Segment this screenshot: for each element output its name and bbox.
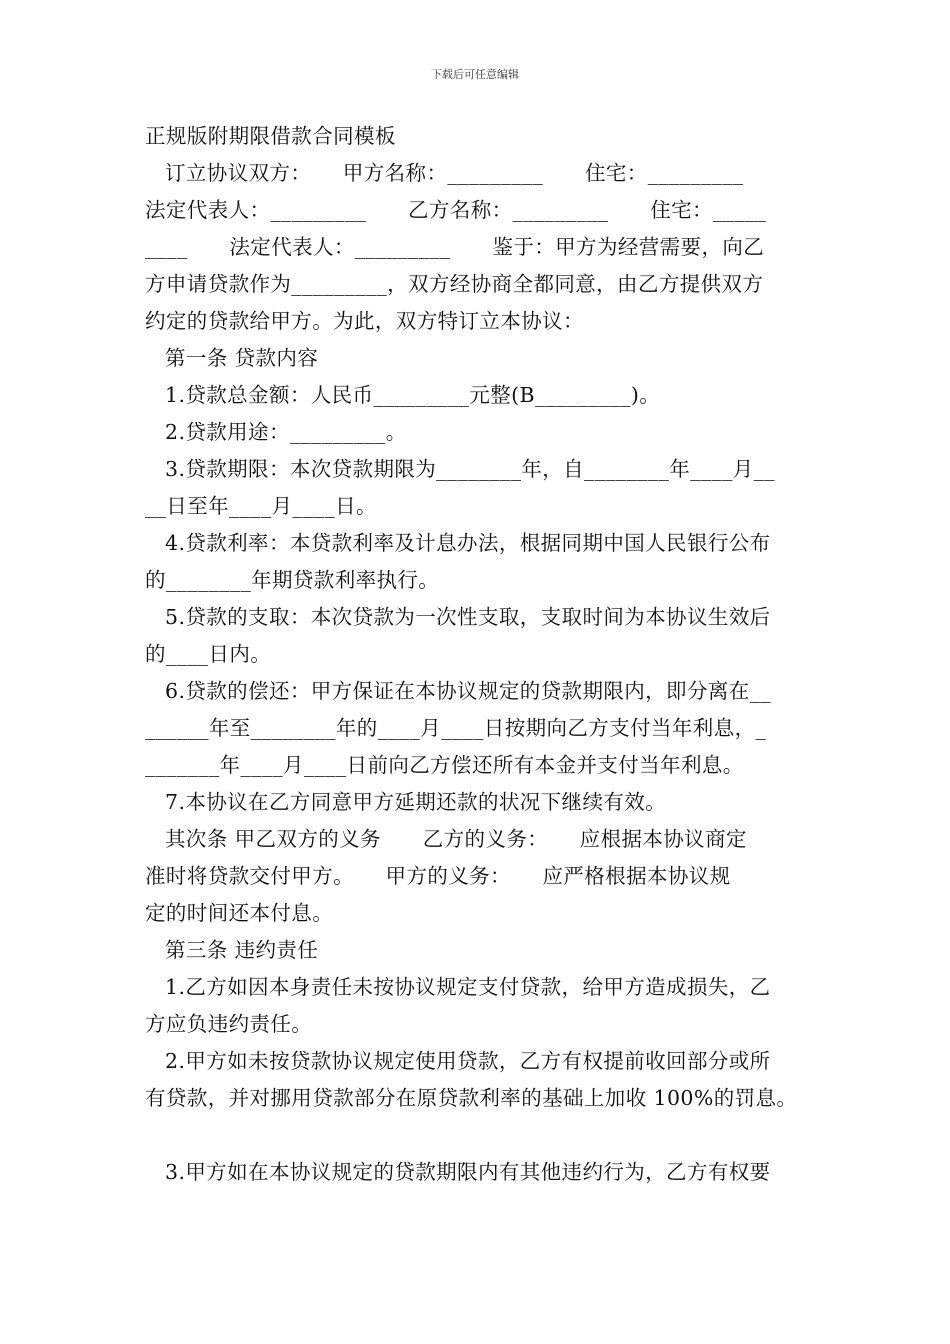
text-line: 6.贷款的偿还：甲方保证在本协议规定的贷款期限内，即分离在__ [165, 679, 771, 703]
text-line: __日至年____月____日。 [145, 494, 377, 518]
section-heading: 第三条 违约责任 [165, 938, 319, 962]
text-line: _______年____月____日前向乙方偿还所有本金并支付当年利息。 [145, 753, 744, 777]
text-line: 3.贷款期限：本次贷款期限为________年，自________年____月__ [165, 457, 775, 481]
document-title: 正规版附期限借款合同模板 [145, 124, 396, 148]
blank-line [145, 1117, 810, 1154]
text-line: 约定的贷款给甲方。为此，双方特订立本协议： [145, 309, 584, 333]
text-line: 方申请贷款作为_________，双方经协商全都同意，由乙方提供双方 [145, 272, 764, 296]
text-line: 2.贷款用途：_________。 [165, 420, 407, 444]
text-line: 3.甲方如在本协议规定的贷款期限内有其他违约行为，乙方有权要 [165, 1160, 771, 1184]
text-line: 准时将贷款交付甲方。 甲方的义务： 应严格根据本协议规 [145, 864, 731, 888]
text-line: 有贷款，并对挪用贷款部分在原贷款利率的基础上加收 100%的罚息。 [145, 1086, 798, 1110]
text-line: 法定代表人：_________ 乙方名称：_________ 住宅：_____ [145, 198, 767, 222]
text-line: 1.贷款总金额：人民币_________元整(B_________)。 [165, 383, 661, 407]
page-header-note: 下载后可任意编辑 [431, 68, 519, 81]
text-line: 4.贷款利率：本贷款利率及计息办法，根据同期中国人民银行公布 [165, 531, 771, 555]
text-line: 1.乙方如因本身责任未按协议规定支付贷款，给甲方造成损失，乙 [165, 975, 771, 999]
section-heading: 其次条 甲乙双方的义务 乙方的义务： 应根据本协议商定 [165, 827, 747, 851]
text-line: ____ 法定代表人：_________ 鉴于：甲方为经营需要，向乙 [145, 235, 765, 259]
section-heading: 第一条 贷款内容 [165, 346, 319, 370]
text-line: 2.甲方如未按贷款协议规定使用贷款，乙方有权提前收回部分或所 [165, 1049, 771, 1073]
text-line: 定的时间还本付息。 [145, 901, 334, 925]
text-line: 的________年期贷款利率执行。 [145, 568, 440, 592]
document-body [145, 118, 810, 1191]
text-line: 订立协议双方： 甲方名称：_________ 住宅：_________ [165, 161, 744, 185]
text-line: 7.本协议在乙方同意甲方延期还款的状况下继续有效。 [165, 790, 667, 814]
text-line: 5.贷款的支取：本次贷款为一次性支取，支取时间为本协议生效后 [165, 605, 771, 629]
text-line: 方应负违约责任。 [145, 1012, 313, 1036]
text-line: ______年至________年的____月____日按期向乙方支付当年利息，_ [145, 716, 767, 740]
text-line: 的____日内。 [145, 642, 272, 666]
